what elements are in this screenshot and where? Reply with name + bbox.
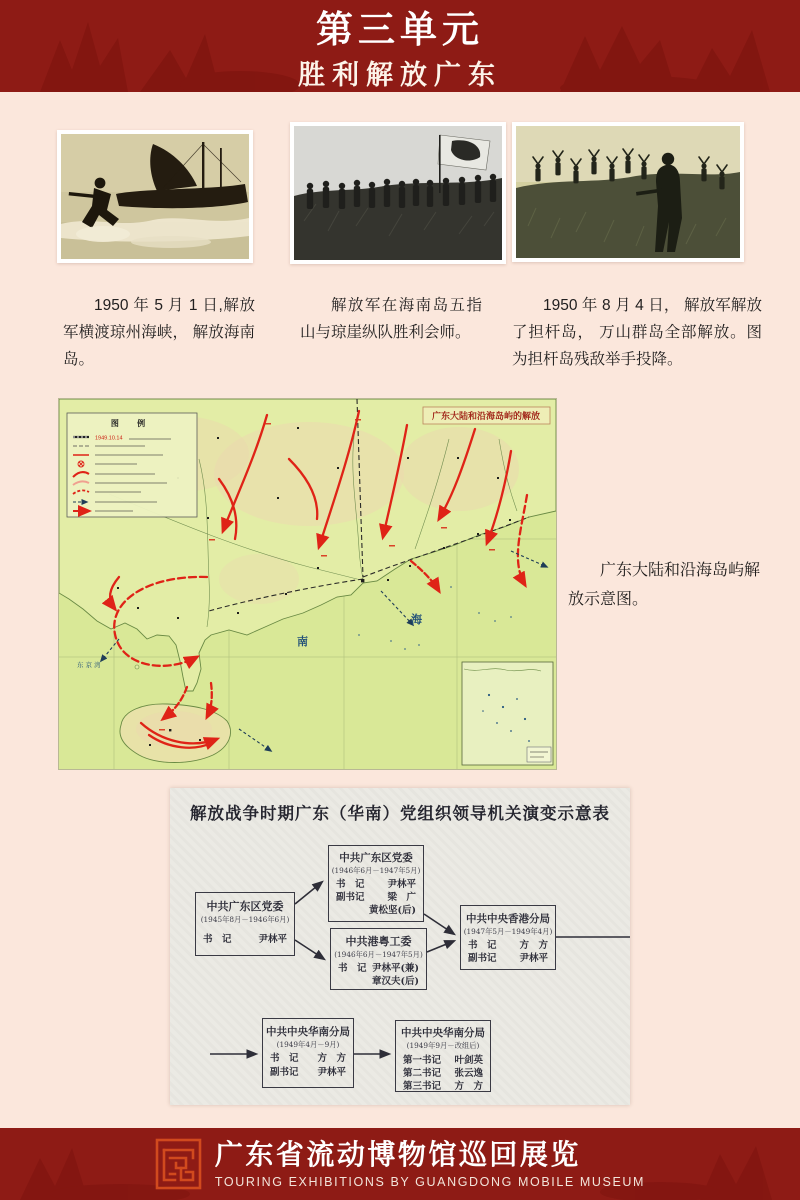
org-dates: (1946年6月－1947年5月)	[331, 866, 421, 875]
org-row	[329, 878, 423, 891]
org-evolution-chart	[170, 788, 630, 1105]
org-role-value: 梁 广	[387, 892, 416, 903]
org-row	[196, 933, 294, 946]
photo-crossing-qiongzhou-strait	[57, 130, 253, 263]
org-role-value: 章汉夫(后)	[372, 976, 419, 987]
org-role-label: 书 记	[338, 963, 367, 974]
org-role-value: 方 方	[519, 940, 548, 951]
org-row	[329, 904, 423, 917]
liberation-map	[58, 398, 557, 770]
map-title: 广东大陆和沿海岛屿的解放	[431, 411, 541, 421]
org-box-hongkong-bureau	[460, 905, 556, 970]
footer-banner	[0, 1128, 800, 1200]
org-row	[263, 1066, 353, 1079]
org-role-label: 副书记	[270, 1067, 299, 1078]
photo-dangan-surrender	[512, 122, 744, 262]
map-inset-south-china-sea	[462, 662, 553, 765]
org-role-value: 方 方	[454, 1081, 483, 1092]
photo-landing-art	[61, 134, 249, 259]
org-row	[461, 952, 555, 965]
section-title: 胜利解放广东	[298, 59, 502, 91]
org-name: 中共港粤工委	[345, 935, 412, 948]
liberation-map-art	[59, 399, 556, 769]
photo-wuzhishan-meeting	[290, 122, 506, 264]
org-name: 中共广东区党委	[339, 852, 413, 864]
org-name: 中共广东区党委	[206, 900, 284, 913]
org-name: 中共中央香港分局	[466, 913, 550, 925]
org-role-value: 尹林平	[317, 1067, 346, 1078]
org-box-south-china-bureau-1	[262, 1018, 354, 1088]
org-role-value: 黄松坚(后)	[369, 905, 416, 916]
legend-title: 图 例	[110, 419, 154, 428]
org-role-label: 书 记	[468, 940, 497, 951]
footer-title-en: TOURING EXHIBITIONS BY GUANGDONG MOBILE MUSEUM	[214, 1174, 646, 1189]
org-row	[396, 1054, 490, 1067]
org-role-label: 副书记	[336, 892, 365, 903]
org-role-value: 尹林平(兼)	[372, 963, 419, 974]
org-row	[331, 975, 426, 988]
org-role-label: 书 记	[270, 1053, 299, 1064]
org-role-value: 尹林平	[387, 879, 416, 890]
org-dates: (1945年8月－1946年6月)	[200, 915, 290, 924]
org-role-label: 第二书记	[403, 1068, 442, 1079]
bay-label-tonkin: 东京湾	[77, 662, 103, 669]
org-chart-title: 解放战争时期广东（华南）党组织领导机关演变示意表	[190, 804, 610, 823]
org-role-value: 张云逸	[454, 1068, 483, 1079]
exhibition-seal-icon	[155, 1138, 202, 1190]
unit-title: 第三单元	[316, 9, 484, 50]
caption-photo-1: 1950 年 5 月 1 日,解放军横渡琼州海峡， 解放海南岛。	[63, 297, 255, 368]
org-role-value: 尹林平	[258, 934, 287, 945]
photo-meeting-art	[294, 126, 502, 260]
org-role-label: 书 记	[203, 934, 232, 945]
org-box-south-china-bureau-2	[395, 1020, 491, 1092]
org-role-label: 书 记	[336, 879, 365, 890]
org-box-hk-yue-work-committee	[330, 928, 427, 990]
org-row	[263, 1052, 353, 1065]
sea-label-hai: 海	[411, 613, 422, 626]
org-name: 中共中央华南分局	[401, 1027, 485, 1039]
org-dates: (1949年4月－9月)	[276, 1040, 340, 1049]
caption-photo-2: 解放军在海南岛五指山与琼崖纵队胜利会师。	[300, 297, 482, 341]
org-row	[329, 891, 423, 904]
org-dates: (1949年9月－改组后)	[406, 1041, 480, 1050]
org-dates: (1946年6月－1947年5月)	[334, 950, 423, 959]
org-role-label: 副书记	[468, 953, 497, 964]
map-title-box	[423, 407, 550, 424]
legend-date: 1949.10.14	[95, 435, 123, 442]
org-row	[396, 1080, 490, 1093]
header-banner	[0, 0, 800, 92]
org-role-label: 第三书记	[403, 1081, 442, 1092]
org-row	[396, 1067, 490, 1080]
org-name: 中共中央华南分局	[266, 1026, 350, 1038]
org-role-value: 尹林平	[519, 953, 548, 964]
footer-title-cn: 广东省流动博物馆巡回展览	[214, 1139, 581, 1171]
org-dates: (1947年5月－1949年4月)	[463, 927, 553, 936]
caption-photo-3: 1950 年 8 月 4 日， 解放军解放了担杆岛， 万山群岛全部解放。图为担杆岛残敌举手投降。	[512, 297, 762, 368]
org-role-label: 第一书记	[403, 1055, 442, 1066]
org-role-value: 叶剑英	[454, 1055, 483, 1066]
org-box-gd-committee-1	[195, 892, 295, 956]
map-caption: 广东大陆和沿海岛屿解放示意图。	[568, 562, 761, 608]
map-legend	[67, 413, 197, 517]
org-row	[461, 939, 555, 952]
org-row	[331, 962, 426, 975]
org-role-value: 方 方	[317, 1053, 346, 1064]
sea-label-nan: 南	[297, 635, 308, 648]
photo-surrender-art	[516, 126, 740, 258]
org-box-gd-committee-2	[328, 845, 424, 922]
